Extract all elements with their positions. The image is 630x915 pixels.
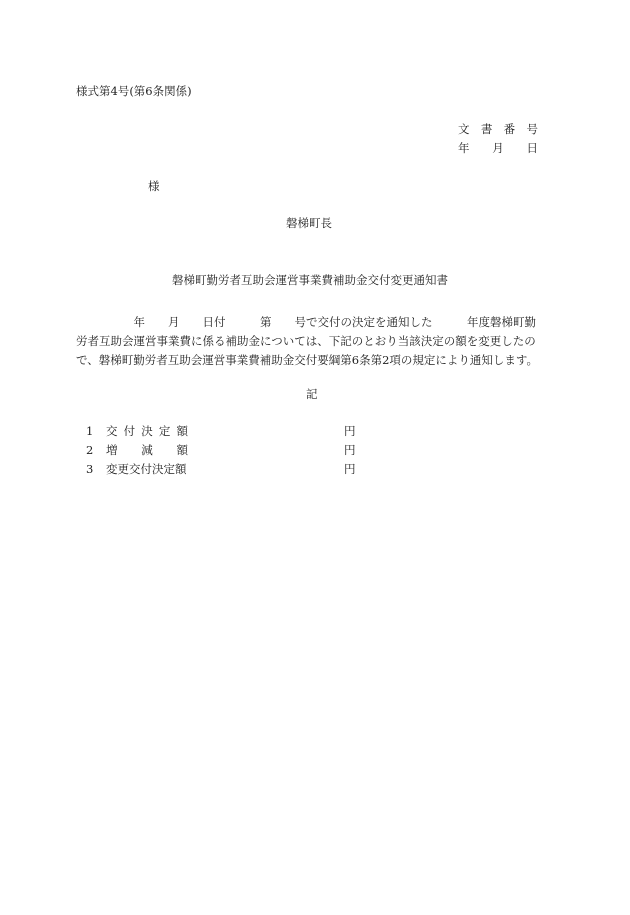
item-label-char: 額 [176, 424, 188, 438]
doc-number-char: 文 [458, 122, 470, 136]
date-day-char: 日 [526, 141, 538, 155]
item-unit: 円 [344, 443, 356, 457]
notice-body-line: 労者互助会運営事業費に係る補助金については、下記のとおり当該決定の額を変更したの [76, 334, 536, 348]
addressee-suffix: 様 [148, 179, 160, 193]
item-unit: 円 [344, 462, 356, 476]
doc-number-char: 号 [526, 122, 538, 136]
issuer-name: 磐梯町長 [286, 216, 332, 230]
item-label-char: 減 [141, 443, 153, 457]
document-title: 磐梯町勤労者互助会運営事業費補助金交付変更通知書 [172, 273, 448, 287]
item-number: 3 [86, 462, 94, 476]
item-label-char: 交 [106, 424, 118, 438]
document-number-label [458, 124, 538, 136]
date-label [458, 143, 538, 155]
item-label-char: 額 [176, 443, 188, 457]
item-number: 2 [86, 443, 94, 457]
item-label-char: 増 [106, 443, 118, 457]
item-label-char: 付 [123, 424, 136, 438]
item-number: 1 [86, 424, 94, 438]
item-label: 変更交付決定額 [106, 462, 187, 476]
form-number: 様式第4号(第6条関係) [76, 84, 192, 98]
doc-number-char: 書 [480, 122, 493, 136]
item-unit: 円 [344, 424, 356, 438]
doc-number-char: 番 [503, 122, 516, 136]
notice-body-line: 年 月 日付 第 号で交付の決定を通知した 年度磐梯町勤 [76, 315, 536, 329]
date-month-char: 月 [492, 141, 504, 155]
ki-heading: 記 [306, 387, 318, 401]
notice-body-line: で、磐梯町勤労者互助会運営事業費補助金交付要綱第6条第2項の規定により通知します。 [76, 353, 538, 367]
date-year-char: 年 [458, 141, 470, 155]
item-label-char: 定 [158, 424, 171, 438]
notice-body [76, 313, 554, 370]
item-label-char: 決 [141, 424, 153, 438]
item-label [106, 426, 188, 438]
item-label [106, 445, 188, 457]
